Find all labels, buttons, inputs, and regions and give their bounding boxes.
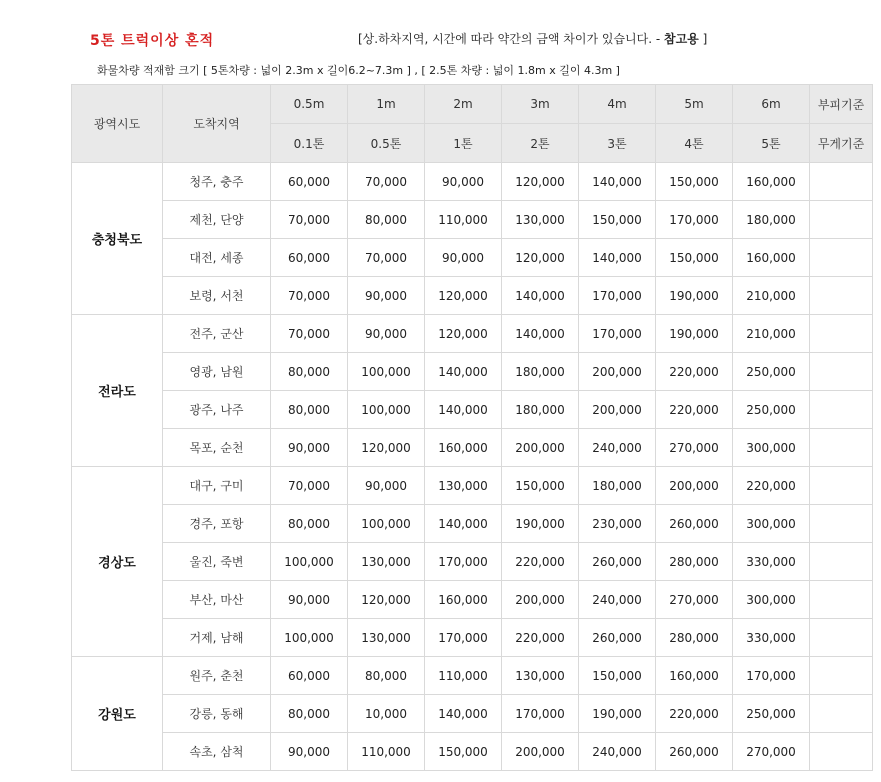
area-cell: 제천, 단양 <box>163 201 271 239</box>
header-weight: 3톤 <box>579 124 656 163</box>
area-cell: 강릉, 동해 <box>163 695 271 733</box>
table-row <box>72 353 873 391</box>
area-cell: 전주, 군산 <box>163 315 271 353</box>
empty-cell <box>810 353 873 391</box>
header-weight-basis: 무게기준 <box>810 124 873 163</box>
table-row <box>72 239 873 277</box>
area-cell: 경주, 포항 <box>163 505 271 543</box>
price-cell: 80,000 <box>271 391 348 429</box>
price-cell: 140,000 <box>579 239 656 277</box>
price-cell: 140,000 <box>425 353 502 391</box>
price-cell: 90,000 <box>271 581 348 619</box>
area-cell: 부산, 마산 <box>163 581 271 619</box>
empty-cell <box>810 163 873 201</box>
table-row <box>72 391 873 429</box>
price-cell: 270,000 <box>656 429 733 467</box>
price-cell: 210,000 <box>733 315 810 353</box>
price-cell: 200,000 <box>502 733 579 771</box>
empty-cell <box>810 695 873 733</box>
price-cell: 120,000 <box>425 315 502 353</box>
header-weight: 1톤 <box>425 124 502 163</box>
table-row <box>72 505 873 543</box>
empty-cell <box>810 581 873 619</box>
price-cell: 140,000 <box>425 505 502 543</box>
price-cell: 200,000 <box>579 353 656 391</box>
price-cell: 130,000 <box>502 201 579 239</box>
price-cell: 80,000 <box>271 353 348 391</box>
price-cell: 240,000 <box>579 733 656 771</box>
price-cell: 180,000 <box>733 201 810 239</box>
price-cell: 330,000 <box>733 619 810 657</box>
region-cell: 강원도 <box>72 657 163 771</box>
price-cell: 70,000 <box>271 315 348 353</box>
table-row <box>72 543 873 581</box>
area-cell: 거제, 남해 <box>163 619 271 657</box>
price-cell: 250,000 <box>733 391 810 429</box>
price-cell: 330,000 <box>733 543 810 581</box>
region-cell: 경상도 <box>72 467 163 657</box>
empty-cell <box>810 201 873 239</box>
price-cell: 220,000 <box>656 695 733 733</box>
price-cell: 140,000 <box>425 391 502 429</box>
price-note-prefix: [상.하차지역, 시간에 따라 약간의 금액 차이가 있습니다. - <box>358 32 664 46</box>
price-cell: 130,000 <box>502 657 579 695</box>
area-cell: 보령, 서천 <box>163 277 271 315</box>
price-cell: 130,000 <box>425 467 502 505</box>
header-volume: 2m <box>425 85 502 124</box>
price-cell: 170,000 <box>733 657 810 695</box>
price-cell: 180,000 <box>502 391 579 429</box>
price-cell: 170,000 <box>579 315 656 353</box>
empty-cell <box>810 277 873 315</box>
table-row <box>72 657 873 695</box>
header-volume: 3m <box>502 85 579 124</box>
price-cell: 90,000 <box>271 733 348 771</box>
price-cell: 170,000 <box>425 543 502 581</box>
price-cell: 150,000 <box>656 163 733 201</box>
price-cell: 100,000 <box>348 353 425 391</box>
price-cell: 240,000 <box>579 581 656 619</box>
cargo-size-info: 화물차량 적재함 크기 [ 5톤차량 : 넓이 2.3m x 길이6.2~7.3m ] , [ 2.5톤 차량 : 넓이 1.8m x 길이 4.3m ] <box>97 64 620 77</box>
price-cell: 140,000 <box>502 277 579 315</box>
header-area: 도착지역 <box>163 85 271 163</box>
price-cell: 180,000 <box>502 353 579 391</box>
table-row <box>72 429 873 467</box>
price-note <box>358 30 707 47</box>
price-cell: 170,000 <box>425 619 502 657</box>
price-cell: 120,000 <box>348 581 425 619</box>
table-row <box>72 163 873 201</box>
price-cell: 140,000 <box>579 163 656 201</box>
table-row <box>72 277 873 315</box>
price-cell: 270,000 <box>656 581 733 619</box>
price-cell: 230,000 <box>579 505 656 543</box>
price-cell: 70,000 <box>271 201 348 239</box>
area-cell: 원주, 춘천 <box>163 657 271 695</box>
price-cell: 100,000 <box>348 391 425 429</box>
price-cell: 140,000 <box>425 695 502 733</box>
price-cell: 190,000 <box>579 695 656 733</box>
price-cell: 270,000 <box>733 733 810 771</box>
header-volume: 4m <box>579 85 656 124</box>
rate-table-header <box>72 85 873 163</box>
price-cell: 70,000 <box>271 467 348 505</box>
header-weight: 4톤 <box>656 124 733 163</box>
header-region: 광역시도 <box>72 85 163 163</box>
area-cell: 대전, 세종 <box>163 239 271 277</box>
price-cell: 150,000 <box>502 467 579 505</box>
empty-cell <box>810 391 873 429</box>
price-cell: 90,000 <box>348 467 425 505</box>
price-cell: 90,000 <box>348 277 425 315</box>
header-weight: 2톤 <box>502 124 579 163</box>
price-cell: 70,000 <box>348 239 425 277</box>
page-title: 5톤 트럭이상 혼적 <box>90 33 215 49</box>
header-volume: 5m <box>656 85 733 124</box>
empty-cell <box>810 733 873 771</box>
price-cell: 70,000 <box>348 163 425 201</box>
price-cell: 280,000 <box>656 619 733 657</box>
rate-table <box>71 84 873 771</box>
price-cell: 150,000 <box>579 657 656 695</box>
price-note-suffix: ] <box>698 32 708 46</box>
price-cell: 300,000 <box>733 429 810 467</box>
price-cell: 260,000 <box>656 505 733 543</box>
price-cell: 120,000 <box>425 277 502 315</box>
price-cell: 300,000 <box>733 581 810 619</box>
area-cell: 영광, 남원 <box>163 353 271 391</box>
price-cell: 90,000 <box>271 429 348 467</box>
price-note-emphasis: 참고용 <box>664 32 699 46</box>
price-cell: 200,000 <box>502 581 579 619</box>
price-cell: 160,000 <box>733 163 810 201</box>
price-cell: 260,000 <box>579 619 656 657</box>
price-cell: 220,000 <box>656 353 733 391</box>
header-volume-basis: 부피기준 <box>810 85 873 124</box>
area-cell: 청주, 충주 <box>163 163 271 201</box>
price-cell: 170,000 <box>656 201 733 239</box>
price-cell: 90,000 <box>425 163 502 201</box>
price-cell: 80,000 <box>348 201 425 239</box>
area-cell: 광주, 나주 <box>163 391 271 429</box>
price-cell: 90,000 <box>348 315 425 353</box>
price-cell: 150,000 <box>656 239 733 277</box>
price-cell: 190,000 <box>656 315 733 353</box>
price-cell: 100,000 <box>348 505 425 543</box>
table-row <box>72 695 873 733</box>
price-cell: 130,000 <box>348 619 425 657</box>
table-row <box>72 581 873 619</box>
empty-cell <box>810 315 873 353</box>
price-cell: 200,000 <box>579 391 656 429</box>
price-cell: 260,000 <box>656 733 733 771</box>
price-cell: 100,000 <box>271 619 348 657</box>
price-cell: 300,000 <box>733 505 810 543</box>
table-row <box>72 467 873 505</box>
price-cell: 110,000 <box>348 733 425 771</box>
price-cell: 200,000 <box>656 467 733 505</box>
area-cell: 울진, 죽변 <box>163 543 271 581</box>
area-cell: 목포, 순천 <box>163 429 271 467</box>
table-row <box>72 733 873 771</box>
price-cell: 180,000 <box>579 467 656 505</box>
header-volume: 1m <box>348 85 425 124</box>
price-cell: 250,000 <box>733 695 810 733</box>
empty-cell <box>810 657 873 695</box>
table-row <box>72 201 873 239</box>
price-cell: 10,000 <box>348 695 425 733</box>
price-cell: 240,000 <box>579 429 656 467</box>
price-cell: 280,000 <box>656 543 733 581</box>
header-weight: 5톤 <box>733 124 810 163</box>
price-cell: 110,000 <box>425 201 502 239</box>
price-cell: 120,000 <box>502 239 579 277</box>
rate-table-body <box>72 163 873 771</box>
price-cell: 220,000 <box>502 619 579 657</box>
price-cell: 160,000 <box>656 657 733 695</box>
region-cell: 충청북도 <box>72 163 163 315</box>
empty-cell <box>810 429 873 467</box>
price-cell: 190,000 <box>502 505 579 543</box>
area-cell: 속초, 삼척 <box>163 733 271 771</box>
price-cell: 120,000 <box>348 429 425 467</box>
empty-cell <box>810 619 873 657</box>
price-cell: 70,000 <box>271 277 348 315</box>
price-cell: 60,000 <box>271 163 348 201</box>
price-cell: 120,000 <box>502 163 579 201</box>
price-cell: 160,000 <box>733 239 810 277</box>
header-row-volume <box>72 85 873 124</box>
price-cell: 100,000 <box>271 543 348 581</box>
price-cell: 80,000 <box>271 695 348 733</box>
table-row <box>72 315 873 353</box>
price-cell: 80,000 <box>348 657 425 695</box>
price-cell: 250,000 <box>733 353 810 391</box>
price-cell: 220,000 <box>733 467 810 505</box>
empty-cell <box>810 467 873 505</box>
header-weight: 0.5톤 <box>348 124 425 163</box>
price-cell: 160,000 <box>425 581 502 619</box>
empty-cell <box>810 239 873 277</box>
empty-cell <box>810 543 873 581</box>
price-cell: 210,000 <box>733 277 810 315</box>
price-cell: 260,000 <box>579 543 656 581</box>
price-cell: 130,000 <box>348 543 425 581</box>
price-cell: 150,000 <box>425 733 502 771</box>
table-row <box>72 619 873 657</box>
header-volume: 6m <box>733 85 810 124</box>
area-cell: 대구, 구미 <box>163 467 271 505</box>
price-cell: 140,000 <box>502 315 579 353</box>
price-cell: 200,000 <box>502 429 579 467</box>
price-cell: 80,000 <box>271 505 348 543</box>
price-cell: 150,000 <box>579 201 656 239</box>
price-cell: 160,000 <box>425 429 502 467</box>
price-cell: 60,000 <box>271 657 348 695</box>
price-cell: 60,000 <box>271 239 348 277</box>
region-cell: 전라도 <box>72 315 163 467</box>
header-weight: 0.1톤 <box>271 124 348 163</box>
price-cell: 220,000 <box>502 543 579 581</box>
price-cell: 110,000 <box>425 657 502 695</box>
price-cell: 190,000 <box>656 277 733 315</box>
price-cell: 90,000 <box>425 239 502 277</box>
empty-cell <box>810 505 873 543</box>
price-cell: 170,000 <box>579 277 656 315</box>
header-volume: 0.5m <box>271 85 348 124</box>
price-cell: 220,000 <box>656 391 733 429</box>
price-cell: 170,000 <box>502 695 579 733</box>
